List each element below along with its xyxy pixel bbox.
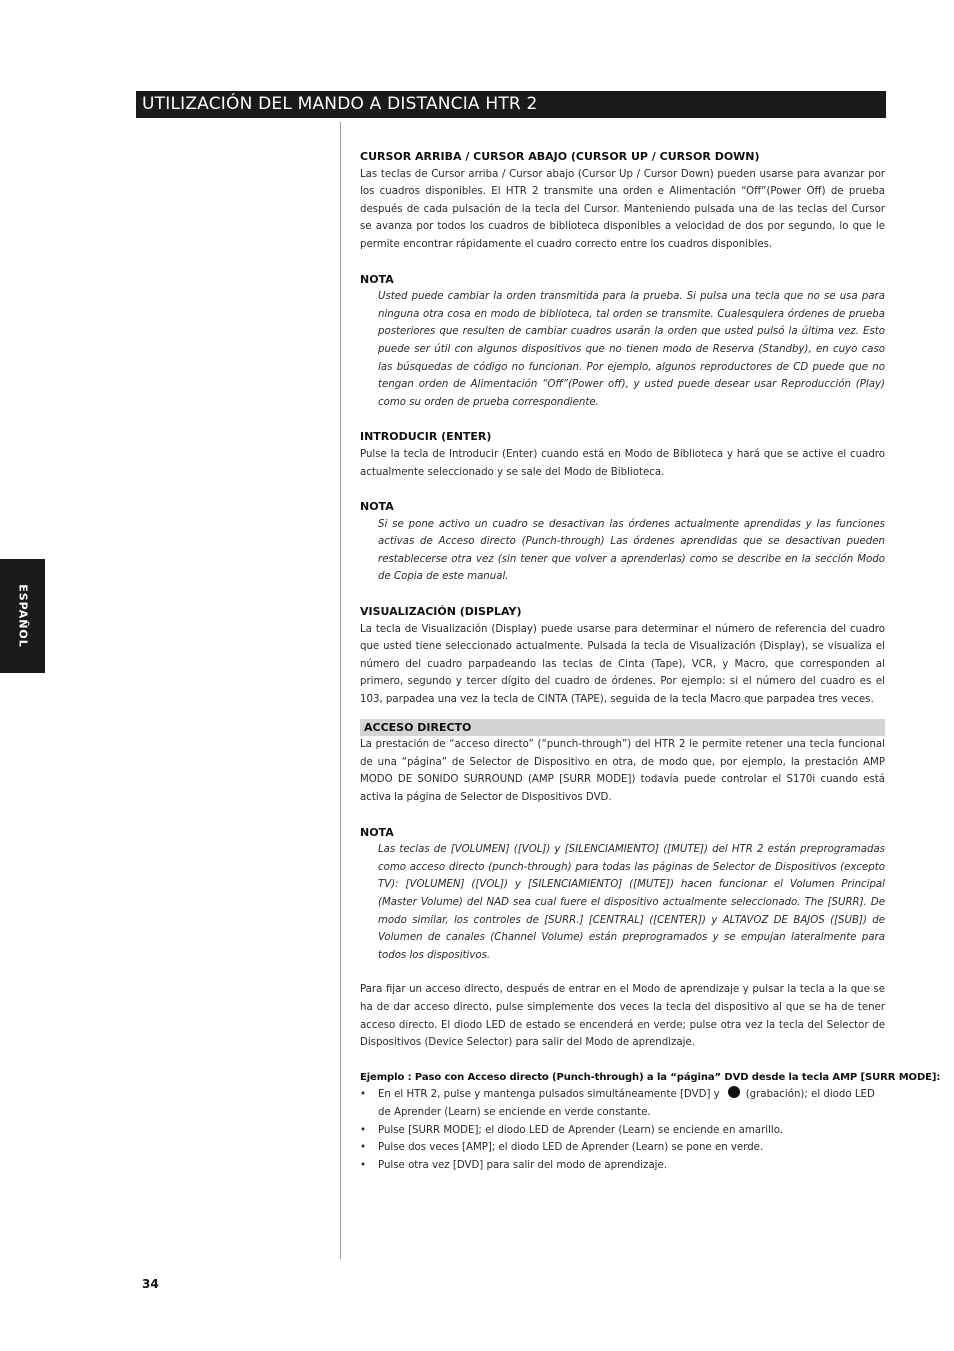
page-header-title: UTILIZACIÓN DEL MANDO A DISTANCIA HTR 2 <box>136 91 886 118</box>
section-heading-cursor: CURSOR ARRIBA / CURSOR ABAJO (CURSOR UP / CURSOR DOWN) <box>360 150 760 163</box>
bullet-icon: • <box>360 1089 367 1101</box>
example-steps-list <box>360 1086 885 1174</box>
section-body-cursor: Las teclas de Cursor arriba / Cursor abajo (Cursor Up / Cursor Down) pueden usarse para avanzar por los cuadros disponibles. El HTR 2 transmite una orden e Alimentación “Off”(Power Off) de prueba después de cada pulsación de la tecla del Cursor. Manteniendo pulsada una de las teclas del Cursor se avanza por todos los cuadros de biblioteca disponibles a velocidad de dos por segundo, lo que le permite encontrar rápidamente el cuadro correcto entre los cuadros disponibles. <box>360 168 885 250</box>
note-heading: NOTA <box>360 500 394 514</box>
bullet-icon: • <box>360 1124 367 1136</box>
list-item <box>360 1157 885 1175</box>
list-item <box>360 1122 885 1140</box>
note-body: Si se pone activo un cuadro se desactivan las órdenes actualmente aprendidas y las funciones activas de Acceso directo (Punch-through) Las órdenes aprendidas que se desactivan pueden restablecerse otra vez (sin tener que volver a aprenderlas) como se describe en la sección Modo de Copia de este manual. <box>378 518 885 583</box>
list-item <box>360 1086 885 1121</box>
section-body-fijar: Para fijar un acceso directo, después de entrar en el Modo de aprendizaje y pulsar la tecla a la que se ha de dar acceso directo, pulse simplemente dos veces la tecla del dispositivo al que se ha de tener acceso directo. El diodo LED de estado se encenderá en verde; pulse otra vez la tecla del Selector de Dispositivos (Device Selector) para salir del Modo de aprendizaje. <box>360 984 885 1049</box>
section-heading-display: VISUALIZACIÓN (DISPLAY) <box>360 605 522 619</box>
language-side-tab <box>0 559 45 673</box>
list-item-text: (grabación); el diodo LED de Aprender (Learn) se enciende en verde constante. <box>378 1089 875 1118</box>
bullet-icon: • <box>360 1142 367 1154</box>
section-body-enter: Pulse la tecla de Introducir (Enter) cuando está en Modo de Biblioteca y hará que se active el cuadro actualmente seleccionado y se sale del Modo de Biblioteca. <box>360 448 885 478</box>
section-body-acceso: La prestación de “acceso directo” (“punch-through”) del HTR 2 le permite retener una tecla funcional de una “página” de Selector de Dispositivo en otra, de modo que, por ejemplo, la prestación AMP MODO DE SONIDO SURROUND (AMP [SURR MODE]) todavía puede controlar el S170i cuando está activa la página de Selector de Dispositivos DVD. <box>360 739 885 803</box>
list-item-text: Pulse otra vez [DVD] para salir del modo de aprendizaje. <box>378 1159 668 1171</box>
main-content <box>360 148 941 1174</box>
note-body: Usted puede cambiar la orden transmitida para la prueba. Si pulsa una tecla que no se usa para ninguna otra cosa en modo de biblioteca, tal orden se transmite. Cualesquiera órdenes de prueba posteriores que resulten de cambiar cuadros usarán la orden que usted pulsó la última vez. Esto puede ser útil con algunos dispositivos que no tienen modo de Reserva (Standby), en cuyo caso las búsquedas de código no funcionan. Por ejemplo, algunos reproductores de CD puede que no tengan orden de Alimentación “Off”(Power off), y usted puede desear usar Reproducción (Play) como su orden de prueba correspondiente. <box>378 291 885 408</box>
note-body: Las teclas de [VOLUMEN] ([VOL]) y [SILENCIAMIENTO] ([MUTE]) del HTR 2 están preprogramadas como acceso directo (punch-through) para todas las páginas de Selector de Dispositivos (excepto TV): [VOLUMEN] ([VOL]) y [SILENCIAMIENTO] ([MUTE]) hacen funcionar el Volumen Principal (Master Volume) del NAD sea cual fuere el dispositivo actualmente seleccionado. The [SURR]. De modo similar, los controles de [SURR.] [CENTRAL] ([CENTER]) y ALTAVOZ DE BAJOS ([SUB]) de Volumen de canales (Channel Volume) están preprogramados y se empujan lateralmente para todos los dispositivos. <box>378 844 885 961</box>
list-item <box>360 1139 885 1157</box>
list-item-text: Pulse [SURR MODE]; el diodo LED de Aprender (Learn) se enciende en amarillo. <box>378 1124 784 1136</box>
record-icon <box>728 1086 740 1098</box>
note-heading: NOTA <box>360 825 394 839</box>
note-heading: NOTA <box>360 272 394 286</box>
page-number: 34 <box>142 1277 159 1291</box>
section-body-display: La tecla de Visualización (Display) puede usarse para determinar el número de referencia del cuadro que usted tiene seleccionado actualmente. Pulsada la tecla de Visualización (Display), se visualiza el número del cuadro parpadeando las teclas de Cinta (Tape), VCR, y Macro, que corresponden al primero, segundo y tercer dígito del cuadro de órdenes. Por ejemplo: si el número del cuadro es el 103, parpadea una vez la tecla de CINTA (TAPE), seguida de la tecla Macro que parpadea tres veces. <box>360 623 885 706</box>
list-item-text: En el HTR 2, pulse y mantenga pulsados simultáneamente [DVD] y <box>378 1089 720 1101</box>
example-heading: Ejemplo : Paso con Acceso directo (Punch-through) a la “página” DVD desde la tecla AMP [SURR MODE]: <box>360 1071 941 1083</box>
section-heading-acceso: ACCESO DIRECTO <box>360 719 885 737</box>
language-label: ESPAÑOL <box>16 584 29 648</box>
column-divider <box>340 122 341 1259</box>
bullet-icon: • <box>360 1159 367 1171</box>
list-item-text: Pulse dos veces [AMP]; el diodo LED de Aprender (Learn) se pone en verde. <box>378 1142 764 1154</box>
section-heading-enter: INTRODUCIR (ENTER) <box>360 430 492 444</box>
